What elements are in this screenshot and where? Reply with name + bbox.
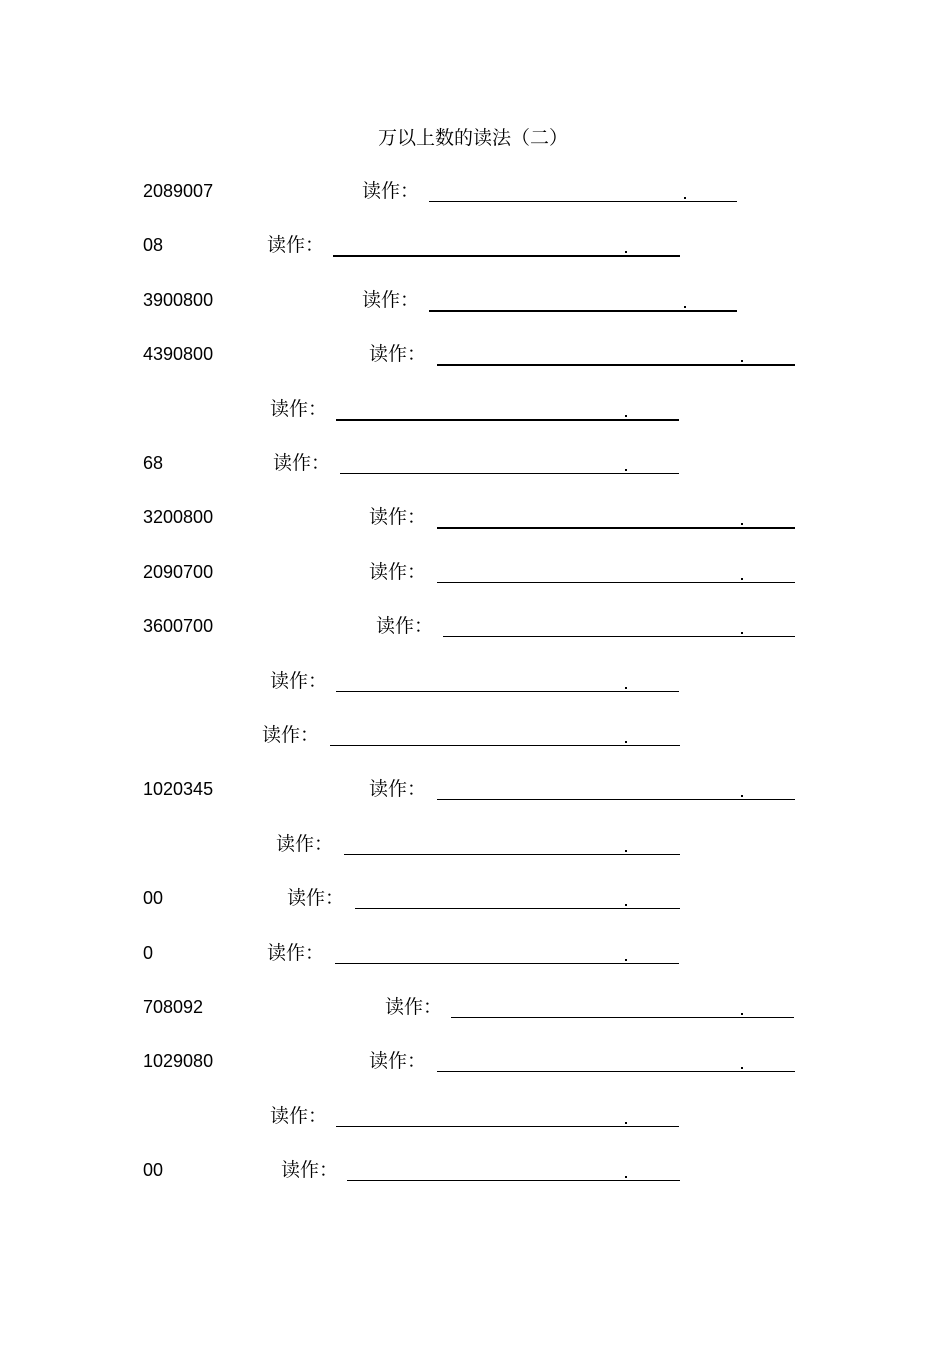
exercise-number: 4390800 [143,344,214,364]
period-mark [741,360,743,362]
period-mark [741,632,743,634]
period-mark [625,1176,627,1178]
page-title: 万以上数的读法（二） [377,127,568,149]
period-mark [684,197,686,199]
period-mark [625,904,627,906]
read-as-label: 读作： [262,724,320,746]
period-mark [625,469,627,471]
answer-blank-line[interactable] [429,201,737,202]
read-as-label: 读作： [287,887,345,909]
exercise-number: 00 [143,1160,164,1180]
answer-blank-line[interactable] [355,908,680,909]
period-mark [625,251,627,253]
answer-blank-line[interactable] [336,1126,679,1127]
period-mark [625,850,627,852]
exercise-number: 1029080 [143,1051,214,1071]
answer-blank-line[interactable] [330,745,680,746]
read-as-label: 读作： [281,1159,339,1181]
read-as-label: 读作： [267,942,325,964]
answer-blank-line[interactable] [437,1071,795,1072]
answer-blank-line[interactable] [333,255,680,257]
exercise-number: 3600700 [143,616,214,636]
period-mark [684,306,686,308]
period-mark [625,959,627,961]
read-as-label: 读作： [270,398,328,420]
read-as-label: 读作： [270,1105,328,1127]
answer-blank-line[interactable] [336,691,679,692]
answer-blank-line[interactable] [347,1180,680,1181]
read-as-label: 读作： [276,833,334,855]
read-as-label: 读作： [385,996,443,1018]
answer-blank-line[interactable] [340,473,679,474]
read-as-label: 读作： [369,778,427,800]
period-mark [741,1013,743,1015]
answer-blank-line[interactable] [451,1017,794,1018]
read-as-label: 读作： [369,561,427,583]
read-as-label: 读作： [267,234,325,256]
read-as-label: 读作： [273,452,331,474]
period-mark [625,741,627,743]
exercise-number: 0 [143,943,154,963]
period-mark [625,687,627,689]
period-mark [741,795,743,797]
exercise-number: 3200800 [143,507,214,527]
exercise-number: 3900800 [143,290,214,310]
answer-blank-line[interactable] [437,799,795,800]
exercise-number: 2090700 [143,562,214,582]
exercise-number: 1020345 [143,779,214,799]
answer-blank-line[interactable] [437,582,795,583]
answer-blank-line[interactable] [335,963,679,964]
read-as-label: 读作： [369,343,427,365]
read-as-label: 读作： [362,180,420,202]
answer-blank-line[interactable] [443,636,795,637]
read-as-label: 读作： [270,670,328,692]
exercise-number: 708092 [143,997,204,1017]
exercise-number: 08 [143,235,164,255]
read-as-label: 读作： [362,289,420,311]
period-mark [741,1067,743,1069]
answer-blank-line[interactable] [344,854,680,855]
period-mark [741,578,743,580]
period-mark [741,523,743,525]
answer-blank-line[interactable] [437,364,795,366]
exercise-number: 00 [143,888,164,908]
period-mark [625,415,627,417]
exercise-number: 2089007 [143,181,214,201]
answer-blank-line[interactable] [429,310,737,312]
exercise-number: 68 [143,453,164,473]
period-mark [625,1122,627,1124]
answer-blank-line[interactable] [336,419,679,421]
read-as-label: 读作： [369,506,427,528]
read-as-label: 读作： [369,1050,427,1072]
answer-blank-line[interactable] [437,527,795,529]
read-as-label: 读作： [376,615,434,637]
